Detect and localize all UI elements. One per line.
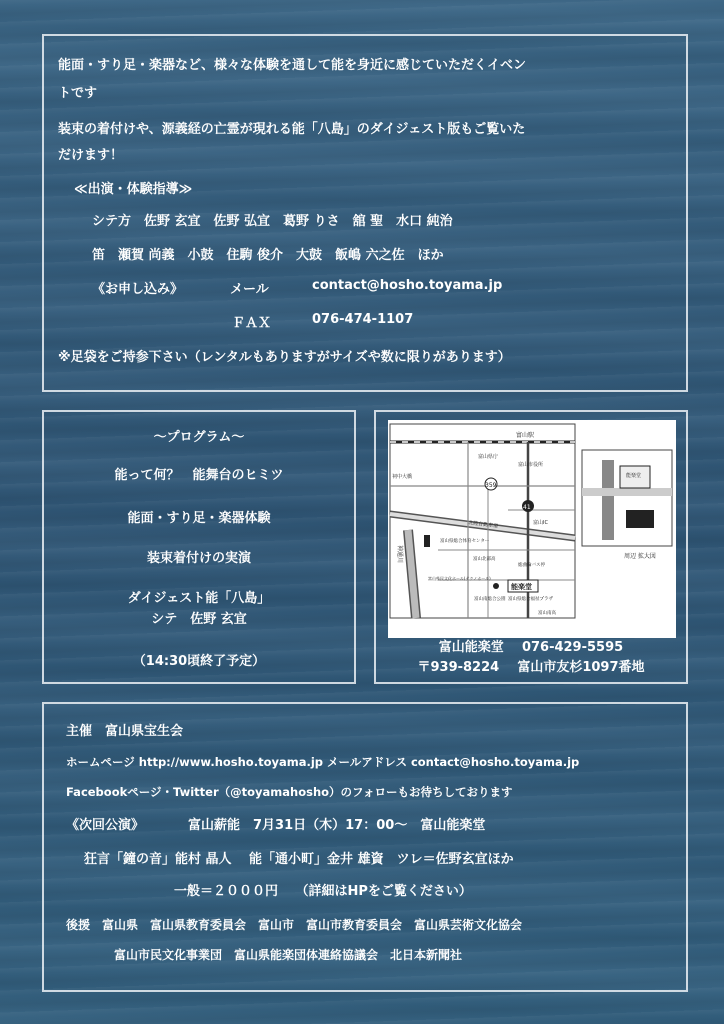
- intro-description-line: 装束の着付けや、源義経の亡霊が現れる能「八島」のダイジェスト版もご覧いた: [58, 122, 526, 137]
- venue-address-line: [376, 656, 686, 675]
- map-label: 能楽堂: [511, 583, 532, 591]
- map-label: 周辺 拡大図: [624, 553, 656, 560]
- map-label: 41: [523, 504, 531, 511]
- map-label: 富山IC: [533, 520, 548, 526]
- map-label: 神通川: [396, 545, 403, 564]
- map-label: 総曲輪バス停: [518, 563, 545, 568]
- map-panel: [374, 410, 688, 684]
- map-label: 富山北部高: [473, 557, 496, 562]
- intro-description-line: だけます！: [58, 148, 124, 163]
- performers-line: 笛 瀬賀 尚義 小鼓 住駒 俊介 大鼓 飯嶋 六之佐 ほか: [92, 248, 444, 263]
- map-label: 富山県総合福祉プラザ: [508, 597, 553, 602]
- supporters-line: 後援 富山県 富山県教育委員会 富山市 富山市教育委員会 富山県芸術文化協会: [66, 918, 523, 932]
- next-performance-detail: 富山薪能 7月31日（木）17：00～ 富山能楽堂: [188, 818, 486, 833]
- performers-heading: ≪出演・体験指導≫: [74, 182, 193, 197]
- map-label: 能楽堂: [626, 473, 642, 479]
- map-label: 祠中大橋: [392, 474, 413, 480]
- map-label: 富山県民文化ホール(テクノホール): [428, 576, 491, 581]
- organizer: 主催 富山県宝生会: [66, 724, 184, 739]
- intro-description-line: トです: [58, 86, 98, 101]
- venue-name: 富山能楽堂: [438, 640, 504, 655]
- map-label: 359: [485, 482, 497, 489]
- nohgakudo-marker: [493, 583, 499, 589]
- venue-postal: 〒939-8224: [417, 660, 500, 675]
- intro-panel: [42, 34, 688, 392]
- supporters-line: 富山市民文化事業団 富山県能楽団体連絡協議会 北日本新聞社: [114, 948, 463, 962]
- program-end-time: （14:30頃終了予定）: [132, 654, 266, 669]
- map-label: 富山県総合体育センター: [440, 539, 490, 544]
- info-panel: [42, 702, 688, 992]
- homepage-line[interactable]: ホームページ http://www.hosho.toyama.jp メールアドレス contact@hosho.toyama.jp: [66, 755, 580, 769]
- map-label: 北陸自動車道: [467, 520, 499, 530]
- venue-address: 富山市友杉1097番地: [517, 660, 645, 675]
- program-item: 能って何？ 能舞台のヒミツ: [114, 468, 284, 483]
- inset-map-frame: [582, 450, 672, 546]
- tabi-note: ※足袋をご持参下さい（レンタルもありますがサイズや数に限りがあります）: [58, 350, 511, 365]
- fax-label: ＦＡＸ: [232, 316, 272, 331]
- access-map: [388, 420, 676, 638]
- venue-phone: 076-429-5595: [521, 640, 624, 655]
- apply-label: 《お申し込み》: [92, 282, 184, 297]
- mail-address[interactable]: contact@hosho.toyama.jp: [312, 278, 503, 293]
- inset-road: [602, 460, 614, 540]
- program-item: シテ 佐野 玄宜: [151, 612, 247, 627]
- map-label: 富山南総合公園: [474, 597, 506, 602]
- map-label: 富山市役所: [518, 462, 544, 468]
- program-item: 能面・すり足・楽器体験: [127, 511, 271, 526]
- performers-line: シテ方 佐野 玄宜 佐野 弘宜 葛野 りさ 舘 聖 水口 純治: [92, 214, 453, 229]
- next-performance-program: 狂言「鐘の音」能村 晶人 能「通小町」金井 雄資 ツレ＝佐野玄宜ほか: [84, 852, 514, 867]
- program-item: 装束着付けの実演: [146, 551, 251, 566]
- mail-label: メール: [230, 282, 269, 297]
- program-heading: ～プログラム～: [153, 430, 245, 445]
- social-line: Facebookページ・Twitter（@toyamahosho）のフォローもお待ちしております: [66, 785, 513, 799]
- venue-line: [376, 636, 686, 655]
- program-item: ダイジェスト能「八島」: [127, 591, 271, 606]
- program-panel: [42, 410, 356, 684]
- next-performance-label: 《次回公演》: [66, 818, 145, 833]
- map-label: 富山南高: [538, 611, 556, 616]
- intro-description-line: 能面・すり足・楽器など、様々な体験を通して能を身近に感じていただくイベン: [58, 58, 527, 73]
- map-label: 富山駅: [516, 432, 535, 439]
- map-label: 富山県庁: [478, 454, 499, 460]
- fax-number: 076-474-1107: [312, 312, 414, 327]
- ticket-price: 一般＝２０００円 （詳細はHPをご覧ください）: [174, 884, 472, 899]
